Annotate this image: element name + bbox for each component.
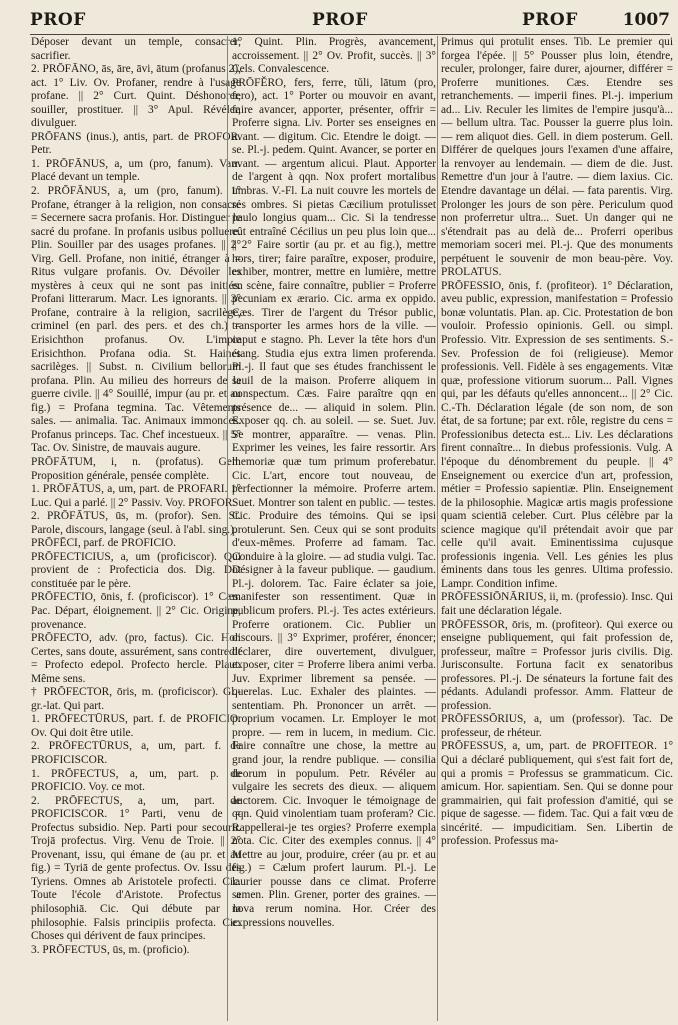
column-middle xyxy=(232,36,436,1021)
header-rule xyxy=(30,34,670,35)
dictionary-entry: PRŌFECTICIUS, a, um (proficiscor). Qui provient de : Profecticia dos. Dig. Dot constituée par le père. xyxy=(31,550,241,590)
dictionary-entry: Primus qui protulit enses. Tib. Le premier qui forgea l'épée. || 5° Pousser plus loin, étendre, reculer, prolonger, faire durer, ajourner, différer = Proferre munitiones. Cæs. Etendre ses retranchements. — imperii fines. Pl.-j. imperium ad... Liv. Reculer les limites de l'empire jusqu'à... — bellum ultra. Tac. Pousser la guerre plus loin. — rem aliquot dies. Gell. in diem posterum. Gell. Différer de quelques jours l'examen d'une affaire, la renvoyer au lendemain. — diem de die. Just. Remettre d'un jour à l'autre. — diem laxius. Cic. Etendre davantage un délai. — fata parentis. Virg. Prolonger les jours de son père. Periculum quod non proferretur ultra... Suet. Un danger qui ne s'étendrait pas au delà de... Proferri operibus memoriam soceri mei. Pl.-j. Que des monuments perpétuent le souvenir de mon beau-père. Voy. PROLATUS. xyxy=(441,36,673,279)
dictionary-entry: 1° Quint. Plin. Progrès, avancement, accroissement. || 2° Ov. Profit, succès. || 3° Cels. Convalescence. xyxy=(232,36,436,76)
column-left xyxy=(31,36,241,1021)
dictionary-entry: Déposer devant un temple, consacrer, sacrifier. xyxy=(31,36,241,62)
center-running-head: PROF xyxy=(312,10,368,30)
dictionary-entry: 2. PRŌFĀNUS, a, um (pro, fanum). 1° Profane, étranger à la religion, non consacré = Secernere sacra profanis. Hor. Distinguer le sacré du profane. In profanis usibus polluere. Plin. Souiller par des usages profanes. || 2° Virg. Gell. Profane, non initié, étranger à = Ritus vulgare profanis. Ov. Dévoiler les mystères à ceux qui ne sont pas initiés. Profani litterarum. Macr. Les ignorants. || 3° Profane, contraire à la religion, sacrilège, criminel (en parl. des pers. et des ch.) = Erisichthon profanus. Ov. L'impie Erisichthon. Profana odia. St. Haines sacrilèges. || Subst. n. Civilium bellorum profana. Plin. Au milieu des horreurs de la guerre civile. || 4° Souillé, impur (au pr. et au fig.) = Profana tegmina. Tac. Vêtements sales. — animalia. Tac. Animaux immondes. Profanus princeps. Tac. Chef incestueux. || 5° Tac. Ov. Sinistre, de mauvais augure. xyxy=(31,185,241,455)
dictionary-entry: 2. PRŌFECTUS, a, um, part. de PROFICISCOR. 1° Parti, venu de = Profectus subsidio. Nep. Parti pour secourir. Trojā profectus. Virg. Venu de Troie. || 2° Provenant, issu, qui émane de (au pr. et au fig.) = Tyriā de gente profectus. Ov. Issu des Tyriens. Omnes ab Aristotele profecti. Cic. Toute l'école d'Aristote. Profectus a philosophiā. Cic. Qui débute par la philosophie. Falsis principiis profecta. Cic. Choses qui dérivent de faux principes. xyxy=(31,794,241,943)
dictionary-entry: † PRŌFECTOR, ōris, m. (proficiscor). Gl.-gr.-lat. Qui part. xyxy=(31,686,241,712)
column-divider-1 xyxy=(227,36,228,1021)
dictionary-entry: PRŌFESSIO, ōnis, f. (profiteor). 1° Déclaration, aveu public, expression, manifestation = Professio bonæ voluntatis. Plan. ap. Cic. Protestation de bon vouloir. Professio opinionis. Gell. ou simpl. Professio. Vitr. Expression de ses sentiments. S.-Sev. Profession de foi (religieuse). Memor professionis. Vell. Fidèle à ses engagements. Vitæ quæ, professione vitiorum suorum... Pall. Vignes qui, par les défauts qu'elles annoncent... || 2° Cic. C.-Th. Déclaration légale (de son nom, de son état, de sa fortune; par ext. rôle, registre du cens = Professionibus detecta est... Liv. Les déclarations firent connaître... In diebus professionis. Vulg. A l'époque du dénombrement du peuple. || 4° Enseignement ou exercice d'un art, profession, métier = Professio sapientiæ. Plin. Enseignement de la philosophie. Magicæ artis magis professione quam scientiā celeber. Curt. Plus célèbre par la science magique qu'il prétendait avoir que par celle qu'il avait. Eminentissima cujusque professionis ingenia. Vell. Les génies les plus éminents dans tous les genres. Ultima professio. Lampr. Condition infime. xyxy=(441,279,673,590)
dictionary-entry: PRŌFESSŌRIUS, a, um (professor). Tac. De professeur, de rhéteur. xyxy=(441,713,673,739)
dictionary-entry: 1. PRŌFECTUS, a, um, part. p. de PROFICIO. Voy. ce mot. xyxy=(31,767,241,794)
dictionary-entry: 2. PRŌFĀNO, ās, āre, āvi, ātum (profanus 2), act. 1° Liv. Ov. Profaner, rendre à l'usage profane. || 2° Curt. Quint. Déshonorer, souiller, prostituer. || 3° Apul. Révéler, divulguer. xyxy=(31,63,241,130)
column-right xyxy=(441,36,673,1021)
right-running-head: PROF xyxy=(522,10,578,30)
dictionary-entry: PRŌFĀTUM, i, n. (profatus). Gell. Proposition générale, pensée complète. xyxy=(31,455,241,482)
dictionary-entry: PRŌFANS (inus.), antis, part. de PROFOR. Petr. xyxy=(31,130,241,157)
left-running-head: PROF xyxy=(30,10,86,30)
dictionary-entry: PRŌFĔRO, fers, ferre, tŭli, lātum (pro, fero), act. 1° Porter ou mouvoir en avant, faire avancer, apporter, présenter, offrir = Proferre signa. Liv. Porter ses enseignes en avant. — digitum. Cic. Etendre le doigt. — se. Pl.-j. pedem. Quint. Avancer, se porter en avant. — argentum alicui. Plaut. Apporter de l'argent à qqn. Nox profert mortalibus umbras. V.-Fl. La nuit couvre les mortels de ses ombres. Si pietas Cæcilium protulisset paulo longius quam... Cic. Si la tendresse eût entraîné Cécilius un peu plus loin que... || 2° Faire sortir (au pr. et au fig.), mettre hors, tirer; faire paraître, exposer, produire, exhiber, montrer, mettre en lumière, mettre en scène, faire connaître, publier = Proferre pecuniam ex ærario. Cic. arma ex oppido. Cæs. Tirer de l'argent du Trésor public, transporter les armes hors de la ville. — caput e stagno. Ph. Lever la tête hors d'un étang. Studia ejus extra limen proferenda. Pl.-j. Il faut que ses études franchissent le seuil de la maison. Proferre aliquem in conspectum. Cæs. Faire paraître qqn en présence de... — aliquid in solem. Plin. Exposer qq. ch. au soleil. — se. Suet. Juv. Se montrer, apparaître. — venas. Plin. Exprimer les veines, les faire ressortir. Ars memoriæ quæ tum primum proferebatur. Cic. L'art, encore tout nouveau, de perfectionner la mémoire. Proferre artem. Suet. Montrer son talent en public. — testes. Cic. Produire des témoins. Qui se ipsi protulerunt. Sen. Ceux qui se sont produits d'eux-mêmes. Proferre ad famam. Tac. Conduire à la gloire. — ad studia vulgi. Tac. Désigner à la faveur publique. — gaudium. Pl.-j. dolorem. Tac. Faire éclater sa joie, manifester son ressentiment. Quæ in publicum profers. Pl.-j. Tes actes extérieurs. Proferre orationem. Cic. Publier un discours. || 3° Exprimer, proférer, énoncer; déclarer, dire ouvertement, divulguer, exposer, citer = Proferre libera animi verba. Juv. Exprimer librement sa pensée. — querelas. Luc. Exhaler des plaintes. — sententiam. Ph. Prononcer un arrêt. — proprium vocamen. Lr. Employer le mot propre. — rem in lucem, in medium. Cic. Faire connaître une chose, la mettre au grand jour, la rendre publique. — consilia deorum in populum. Petr. Révéler au vulgaire les secrets des dieux. — aliquem auctorem. Cic. Invoquer le témoignage de qqn. Quid vinolentiam tuam proferam? Cic. Rappellerai-je tes orgies? Proferre exempla nota. Cic. Citer des exemples connus. || 4° Mettre au jour, produire, créer (au pr. et au fig.) = Cælum profert laurum. Pl.-j. Le laurier pousse dans ce climat. Proferre semen. Plin. Grener, porter des graines. — nova rerum nomina. Hor. Créer des expressions nouvelles. xyxy=(232,76,436,929)
dictionary-entry: PRŌFECTO, adv. (pro, factus). Cic. Hor. Certes, sans doute, assurément, sans contredit = Profecto edepol. Profecto hercle. Plaut. Même sens. xyxy=(31,632,241,685)
dictionary-entry: PRŌFECTIO, ōnis, f. (proficiscor). 1° Cæs. Pac. Départ, éloignement. || 2° Cic. Origine, provenance. xyxy=(31,591,241,631)
dictionary-entry: 3. PRŌFECTUS, ūs, m. (proficio). xyxy=(31,943,190,956)
dictionary-entry: 1. PRŌFECTŪRUS, part. f. de PROFICIO. Ov. Qui doit être utile. xyxy=(31,713,241,739)
dictionary-entry: 1. PRŌFĀTUS, a, um, part. de PROFARI. 1° Luc. Qui a parlé. || 2° Passiv. Voy. PROFOR. xyxy=(31,483,241,509)
dictionary-entry: 2. PRŌFECTŪRUS, a, um, part. f. de PROFICISCOR. xyxy=(31,740,241,766)
page-number: 1007 xyxy=(622,10,670,30)
dictionary-entry: PRŌFESSOR, ōris, m. (profiteor). Qui exerce ou enseigne publiquement, qui fait profession de, professeur, maître = Professor juris civilis. Dig. Jurisconsulte. Fortuna facit ex senatoribus professores. Pl.-j. De sénateurs la fortune fait des pédants. Adulandi professor. Amm. Flatteur de profession. xyxy=(441,618,673,712)
dictionary-entry: PRŌFESSUS, a, um, part. de PROFITEOR. 1° Qui a déclaré publiquement, qui s'est fait fort de, qui a promis = Professus se grammaticum. Cic. amicum. Hor. sapientiam. Sen. Qui se donne pour grammairien, qui fait profession d'amitié, qui se pique de sagesse. — fidem. Tac. Qui a fait vœu de sincérité. — impudicitiam. Sen. Libertin de profession. Professus ma- xyxy=(441,740,673,848)
dictionary-entry: 1. PRŌFĀNUS, a, um (pro, fanum). Varr. Placé devant un temple. xyxy=(31,157,241,184)
page-header xyxy=(30,10,670,30)
dictionary-entry: PRŌFESSIŌNĀRIUS, ii, m. (professio). Insc. Qui fait une déclaration légale. xyxy=(441,591,673,617)
dictionary-entry: 2. PRŌFĀTUS, ūs, m. (profor). Sen. St. Parole, discours, langage (seul. à l'abl. sing.). xyxy=(31,510,241,536)
column-divider-2 xyxy=(437,36,438,1021)
dictionary-entry: PRŌFĒCI, parf. de PROFICIO. xyxy=(31,537,176,550)
